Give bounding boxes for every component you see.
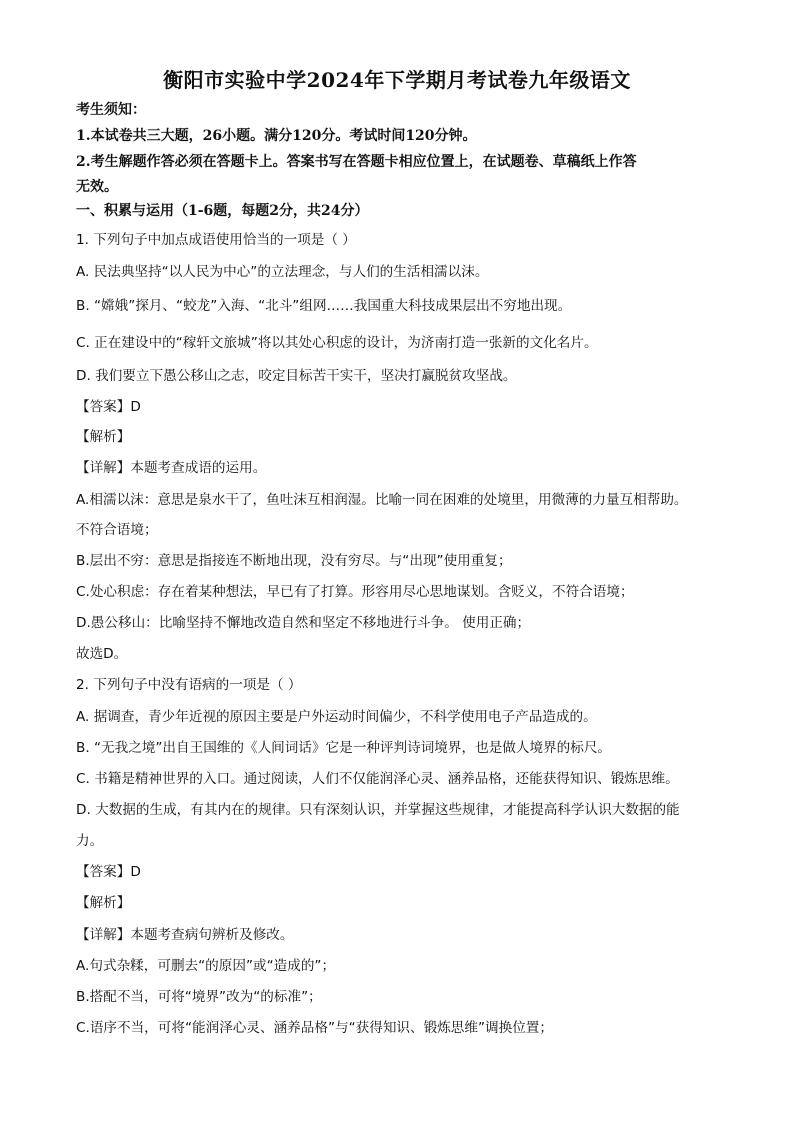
q2-explanation-b: B.搭配不当，可将“境界”改为“的标准”； — [76, 989, 322, 1005]
q1-option-d: D. 我们要立下愚公移山之志，咬定目标苦干实干，坚决打赢脱贫攻坚战。 — [76, 368, 517, 384]
q2-option-b: B. “无我之境”出自王国维的《人间词话》它是一种评判诗词境界，也是做人境界的标尺。 — [76, 740, 612, 756]
notice-item-2-line-2: 无效。 — [76, 179, 118, 195]
q2-option-d-line-2: 力。 — [76, 833, 104, 849]
q1-stem: 1. 下列句子中加点成语使用恰当的一项是（ ） — [76, 232, 356, 248]
q1-explanation-a-line-1: A.相濡以沫：意思是泉水干了，鱼吐沫互相润湿。比喻一同在困难的处境里，用微薄的力量互相帮助。 — [76, 492, 688, 508]
q2-option-d-line-1: D. 大数据的生成，有其内在的规律。只有深刻认识，并掌握这些规律，才能提高科学认识大数据的能 — [76, 802, 680, 818]
page-title: 衡阳市实验中学2024年下学期月考试卷九年级语文 — [163, 68, 631, 92]
q1-explanation-a-line-2: 不符合语境； — [76, 522, 158, 538]
q1-detail: 【详解】本题考查成语的运用。 — [76, 460, 267, 476]
q1-answer: 【答案】D — [76, 399, 141, 415]
q1-option-b: B. “嫦娥”探月、“蛟龙”入海、“北斗”组网……我国重大科技成果层出不穷地出现。 — [76, 298, 572, 314]
q1-analysis-label: 【解析】 — [76, 429, 131, 445]
q2-stem: 2. 下列句子中没有语病的一项是（ ） — [76, 677, 302, 693]
notice-item-1: 1.本试卷共三大题，26小题。满分120分。考试时间120分钟。 — [76, 128, 477, 144]
notice-item-2-line-1: 2.考生解题作答必须在答题卡上。答案书写在答题卡相应位置上，在试题卷、草稿纸上作答 — [76, 154, 637, 170]
q1-explanation-d: D.愚公移山：比喻坚持不懈地改造自然和坚定不移地进行斗争。 使用正确； — [76, 615, 531, 631]
q1-explanation-c: C.处心积虑：存在着某种想法，早已有了打算。形容用尽心思地谋划。含贬义，不符合语境； — [76, 584, 634, 600]
q1-conclusion: 故选D。 — [76, 646, 128, 662]
q1-option-c: C. 正在建设中的“稼轩文旅城”将以其处心积虑的设计，为济南打造一张新的文化名片。 — [76, 335, 598, 351]
q2-explanation-a: A.句式杂糅，可删去“的原因”或“造成的”； — [76, 958, 336, 974]
q1-option-a: A. 民法典坚持“以人民为中心”的立法理念，与人们的生活相濡以沫。 — [76, 264, 489, 280]
q1-explanation-b: B.层出不穷：意思是指接连不断地出现，没有穷尽。与“出现”使用重复； — [76, 553, 512, 569]
q2-answer: 【答案】D — [76, 864, 141, 880]
q2-option-a: A. 据调查，青少年近视的原因主要是户外运动时间偏少，不科学使用电子产品造成的。 — [76, 709, 597, 725]
q2-analysis-label: 【解析】 — [76, 895, 131, 911]
q2-explanation-c: C.语序不当，可将“能润泽心灵、涵养品格”与“获得知识、锻炼思维”调换位置； — [76, 1020, 553, 1036]
q2-detail: 【详解】本题考查病句辨析及修改。 — [76, 927, 294, 943]
q2-option-c: C. 书籍是精神世界的入口。通过阅读，人们不仅能润泽心灵、涵养品格，还能获得知识、锻炼思维。 — [76, 771, 679, 787]
section-1-heading: 一、积累与运用（1-6题，每题2分，共24分） — [76, 203, 369, 219]
notice-heading: 考生须知： — [76, 102, 146, 118]
